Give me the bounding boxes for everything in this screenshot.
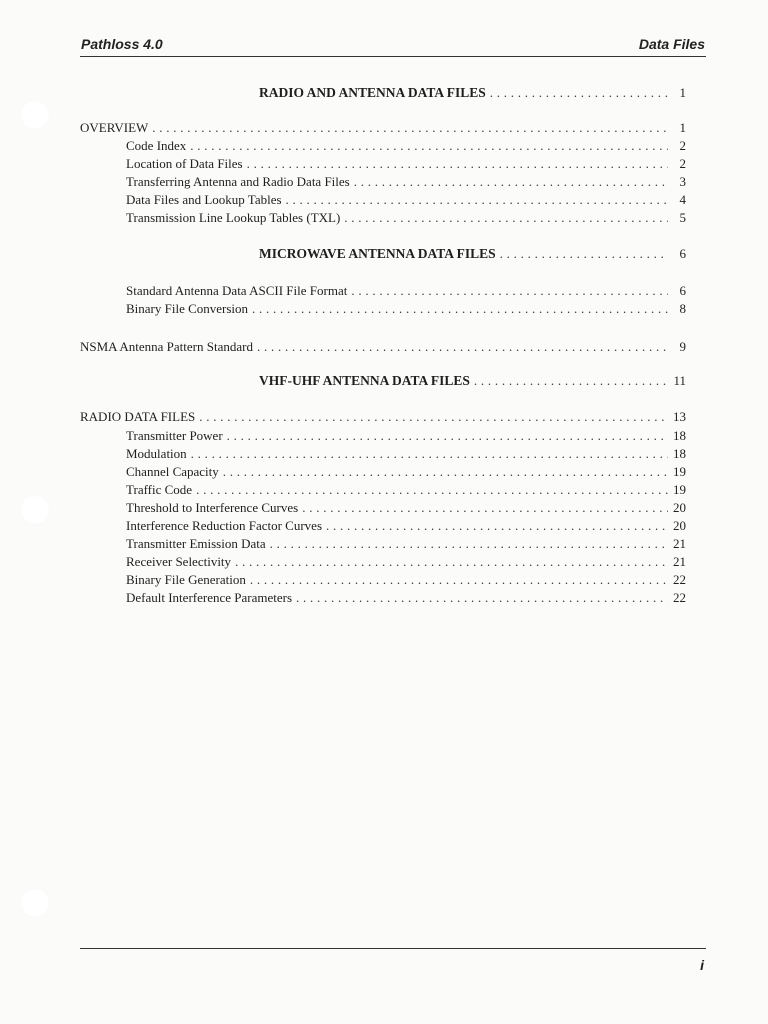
toc-entry-title: Transferring Antenna and Radio Data Files bbox=[126, 174, 350, 189]
toc-entry-title: Binary File Generation bbox=[126, 572, 246, 587]
toc-leader-dots bbox=[490, 85, 668, 101]
toc-entry-title: Default Interference Parameters bbox=[126, 590, 293, 605]
toc-entry-title: Modulation bbox=[126, 446, 187, 461]
binder-hole-middle bbox=[20, 495, 50, 525]
toc-entry-title: Interference Reduction Factor Curves bbox=[126, 518, 323, 533]
toc-leader-dots bbox=[354, 174, 668, 190]
header-rule bbox=[80, 56, 706, 57]
toc-entry bbox=[80, 409, 686, 427]
toc-entry-title: MICROWAVE ANTENNA DATA FILES bbox=[259, 246, 496, 261]
toc-entry-title: Standard Antenna Data ASCII File Format bbox=[126, 283, 348, 298]
toc-subentry bbox=[126, 210, 686, 228]
toc-entry-page: 9 bbox=[679, 339, 686, 354]
toc-subentry bbox=[126, 192, 686, 210]
toc-entry-title: Transmitter Power bbox=[126, 428, 223, 443]
toc-entry-title: VHF-UHF ANTENNA DATA FILES bbox=[259, 373, 470, 388]
toc-section-heading bbox=[259, 373, 686, 391]
toc-entry-title: Code Index bbox=[126, 138, 187, 153]
toc-subentry bbox=[126, 174, 686, 192]
toc-entry-page: 3 bbox=[679, 174, 686, 189]
toc-entry-page: 6 bbox=[679, 246, 686, 261]
toc-leader-dots bbox=[326, 518, 668, 534]
toc-entry-page: 20 bbox=[673, 500, 686, 515]
toc-leader-dots bbox=[474, 373, 668, 389]
toc-entry-page: 8 bbox=[679, 301, 686, 316]
toc-entry-page: 4 bbox=[679, 192, 686, 207]
toc-leader-dots bbox=[344, 210, 668, 226]
binder-hole-bottom bbox=[20, 888, 50, 918]
toc-entry-page: 19 bbox=[673, 482, 686, 497]
toc-entry-page: 11 bbox=[673, 373, 686, 388]
toc-subentry bbox=[126, 301, 686, 319]
toc-entry-page: 1 bbox=[679, 85, 686, 100]
toc-leader-dots bbox=[190, 138, 668, 154]
toc-entry-page: 2 bbox=[679, 138, 686, 153]
toc-section-heading bbox=[259, 85, 686, 103]
toc-leader-dots bbox=[302, 500, 668, 516]
toc-leader-dots bbox=[223, 464, 668, 480]
toc-leader-dots bbox=[227, 428, 668, 444]
toc-leader-dots bbox=[235, 554, 668, 570]
toc-subentry bbox=[126, 590, 686, 608]
toc-entry-page: 18 bbox=[673, 428, 686, 443]
toc-entry-title: OVERVIEW bbox=[80, 120, 149, 135]
toc-subentry bbox=[126, 464, 686, 482]
toc-subentry bbox=[126, 156, 686, 174]
toc-leader-dots bbox=[196, 482, 668, 498]
toc-subentry bbox=[126, 518, 686, 536]
toc-entry-page: 22 bbox=[673, 590, 686, 605]
toc-entry-page: 20 bbox=[673, 518, 686, 533]
toc-entry-title: Channel Capacity bbox=[126, 464, 219, 479]
toc-subentry bbox=[126, 446, 686, 464]
toc-entry-page: 5 bbox=[679, 210, 686, 225]
toc-leader-dots bbox=[296, 590, 668, 606]
toc-entry bbox=[80, 120, 686, 138]
toc-subentry bbox=[126, 138, 686, 156]
footer-rule bbox=[80, 948, 706, 949]
toc-entry-page: 22 bbox=[673, 572, 686, 587]
toc-entry-title: RADIO AND ANTENNA DATA FILES bbox=[259, 85, 486, 100]
toc-leader-dots bbox=[270, 536, 668, 552]
toc-entry-title: NSMA Antenna Pattern Standard bbox=[80, 339, 253, 354]
toc-entry-page: 21 bbox=[673, 554, 686, 569]
toc-subentry bbox=[126, 536, 686, 554]
toc-section-heading bbox=[259, 246, 686, 264]
toc-entry-page: 13 bbox=[673, 409, 686, 424]
toc-leader-dots bbox=[250, 572, 668, 588]
toc-entry-page: 1 bbox=[679, 120, 686, 135]
toc-entry-page: 19 bbox=[673, 464, 686, 479]
toc-entry bbox=[80, 339, 686, 357]
toc-entry-title: Threshold to Interference Curves bbox=[126, 500, 299, 515]
header-product-title: Pathloss 4.0 bbox=[81, 36, 163, 52]
toc-leader-dots bbox=[199, 409, 668, 425]
toc-subentry bbox=[126, 283, 686, 301]
page-header bbox=[81, 36, 705, 56]
toc-entry-page: 2 bbox=[679, 156, 686, 171]
toc-entry-page: 21 bbox=[673, 536, 686, 551]
toc-entry-title: RADIO DATA FILES bbox=[80, 409, 196, 424]
toc-subentry bbox=[126, 554, 686, 572]
header-section-title: Data Files bbox=[638, 36, 705, 52]
toc-entry-title: Binary File Conversion bbox=[126, 301, 249, 316]
toc-entry-title: Data Files and Lookup Tables bbox=[126, 192, 282, 207]
toc-entry-page: 6 bbox=[679, 283, 686, 298]
toc-entry-title: Location of Data Files bbox=[126, 156, 243, 171]
footer-page-number: i bbox=[700, 957, 704, 973]
toc-leader-dots bbox=[500, 246, 668, 262]
toc-entry-title: Traffic Code bbox=[126, 482, 193, 497]
toc-leader-dots bbox=[252, 301, 668, 317]
toc-leader-dots bbox=[257, 339, 668, 355]
toc-entry-title: Transmitter Emission Data bbox=[126, 536, 266, 551]
toc-subentry bbox=[126, 428, 686, 446]
toc-entry-page: 18 bbox=[673, 446, 686, 461]
toc-leader-dots bbox=[191, 446, 668, 462]
toc-subentry bbox=[126, 500, 686, 518]
toc-leader-dots bbox=[286, 192, 668, 208]
toc-entry-title: Transmission Line Lookup Tables (TXL) bbox=[126, 210, 341, 225]
toc-subentry bbox=[126, 572, 686, 590]
toc-entry-title: Receiver Selectivity bbox=[126, 554, 232, 569]
toc-leader-dots bbox=[351, 283, 668, 299]
binder-hole-top bbox=[20, 100, 50, 130]
toc-subentry bbox=[126, 482, 686, 500]
toc-leader-dots bbox=[152, 120, 668, 136]
toc-leader-dots bbox=[247, 156, 668, 172]
